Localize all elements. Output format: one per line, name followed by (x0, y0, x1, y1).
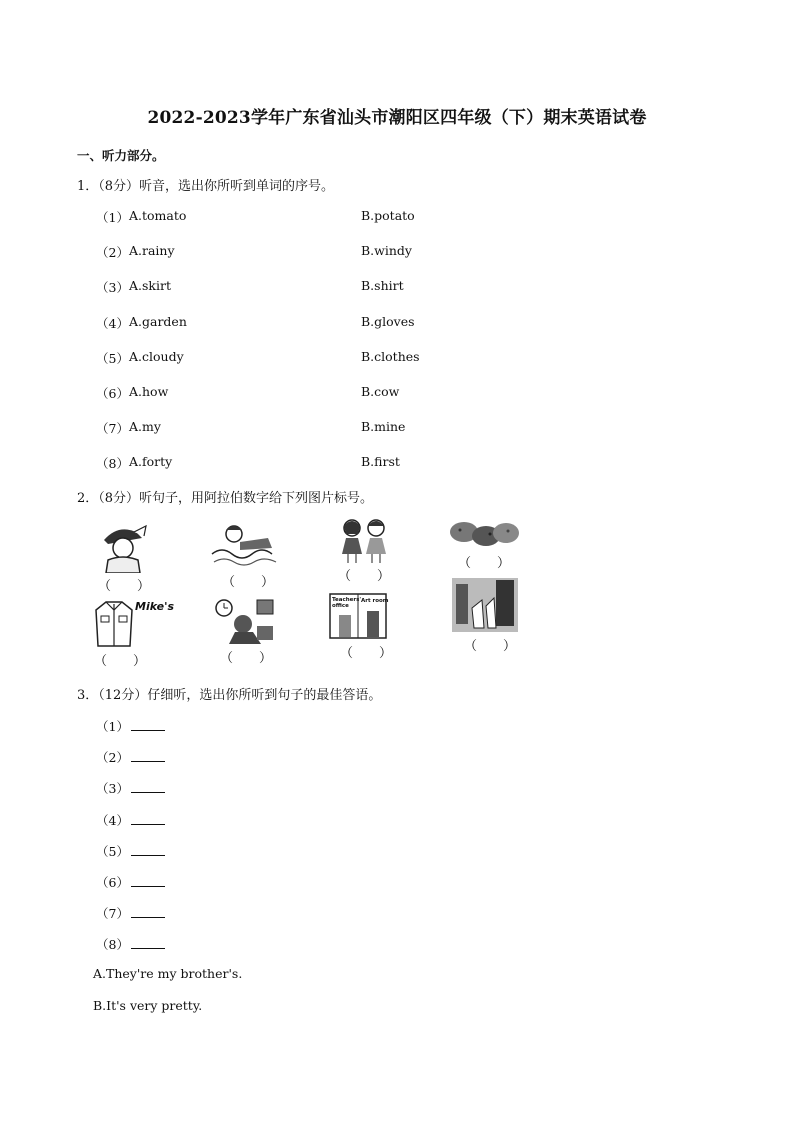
option-b: B.mine (361, 419, 406, 435)
option-b: B.gloves (361, 313, 415, 329)
answer-item (96, 717, 165, 735)
swimmer-picture (210, 520, 280, 568)
answer-item-number: （6） (96, 875, 129, 890)
answer-item (96, 842, 165, 860)
answer-paren: （ ） (222, 575, 275, 590)
answer-item-number: （7） (96, 906, 129, 922)
answer-blank[interactable] (131, 812, 165, 825)
answer-paren: （ ） (458, 556, 511, 571)
section-heading: 一、听力部分。 (77, 148, 165, 163)
option-a: A.my (129, 419, 161, 435)
option-a: A.rainy (129, 243, 175, 259)
question-2-stem: 2．（8分）听句子，用阿拉伯数字给下列图片标号。 (77, 491, 374, 506)
clock-dinner-picture (213, 598, 277, 644)
option-a: A.cloudy (129, 348, 184, 364)
answer-item-number: （3） (96, 781, 129, 797)
answer-item (96, 904, 165, 922)
answer-blank[interactable] (131, 874, 165, 887)
option-b: B.shirt (361, 278, 404, 294)
answer-item-number: （5） (96, 843, 129, 859)
answer-blank[interactable] (131, 718, 165, 731)
answer-item (96, 779, 165, 797)
option-number: （4） (96, 315, 129, 331)
potatoes-picture (446, 516, 522, 552)
question-3-stem: 3．（12分）仔细听，选出你所听到句子的最佳答语。 (77, 688, 382, 703)
option-number: （2） (96, 245, 129, 261)
option-a: A.forty (129, 454, 173, 470)
option-a: A.how (129, 384, 169, 399)
jacket-picture (94, 600, 134, 648)
answer-item-number: （8） (96, 937, 129, 953)
art-room-sign: Art room (361, 598, 389, 604)
option-a: A.skirt (129, 278, 171, 294)
option-b: B.clothes (361, 348, 420, 364)
chairs-room-picture (452, 578, 518, 632)
answer-option-b: B.It's very pretty. (93, 998, 203, 1013)
option-number: （7） (96, 421, 129, 437)
option-b: B.windy (361, 243, 412, 259)
answer-blank[interactable] (131, 749, 165, 762)
option-a: A.garden (129, 313, 187, 329)
page-title: 2022-2023学年广东省汕头市潮阳区四年级（下）期末英语试卷 (147, 108, 647, 128)
option-number: （8） (96, 456, 129, 472)
answer-item (96, 873, 165, 891)
answer-blank[interactable] (131, 936, 165, 949)
option-number: （3） (96, 280, 129, 296)
answer-paren: （ ） (220, 651, 273, 666)
answer-item (96, 748, 165, 766)
answer-item-number: （4） (96, 812, 129, 828)
answer-item (96, 811, 165, 829)
answer-blank[interactable] (131, 780, 165, 793)
answer-paren: （ ） (94, 654, 147, 669)
answer-blank[interactable] (131, 905, 165, 918)
question-1-stem: 1．（8分）听音，选出你所听到单词的序号。 (77, 179, 335, 194)
option-number: （6） (96, 386, 129, 401)
answer-item-number: （2） (96, 750, 129, 766)
answer-item-number: （1） (96, 719, 129, 734)
teachers-office-sign: Teachers' office (332, 597, 362, 609)
option-b: B.cow (361, 384, 400, 399)
option-b: B.first (361, 454, 400, 470)
answer-paren: （ ） (340, 646, 393, 661)
jacket-owner-label: Mike's (135, 600, 175, 613)
two-girls-picture (336, 516, 392, 564)
answer-item (96, 935, 165, 953)
answer-option-a: A.They're my brother's. (93, 966, 243, 981)
answer-paren: （ ） (338, 569, 391, 584)
answer-paren: （ ） (464, 639, 517, 654)
option-number: （1） (96, 210, 129, 225)
option-number: （5） (96, 350, 129, 366)
answer-blank[interactable] (131, 843, 165, 856)
school-building-picture (329, 593, 387, 639)
option-b: B.potato (361, 208, 415, 223)
answer-paren: （ ） (98, 579, 151, 594)
boy-cap-picture (96, 518, 151, 573)
option-a: A.tomato (129, 208, 187, 223)
